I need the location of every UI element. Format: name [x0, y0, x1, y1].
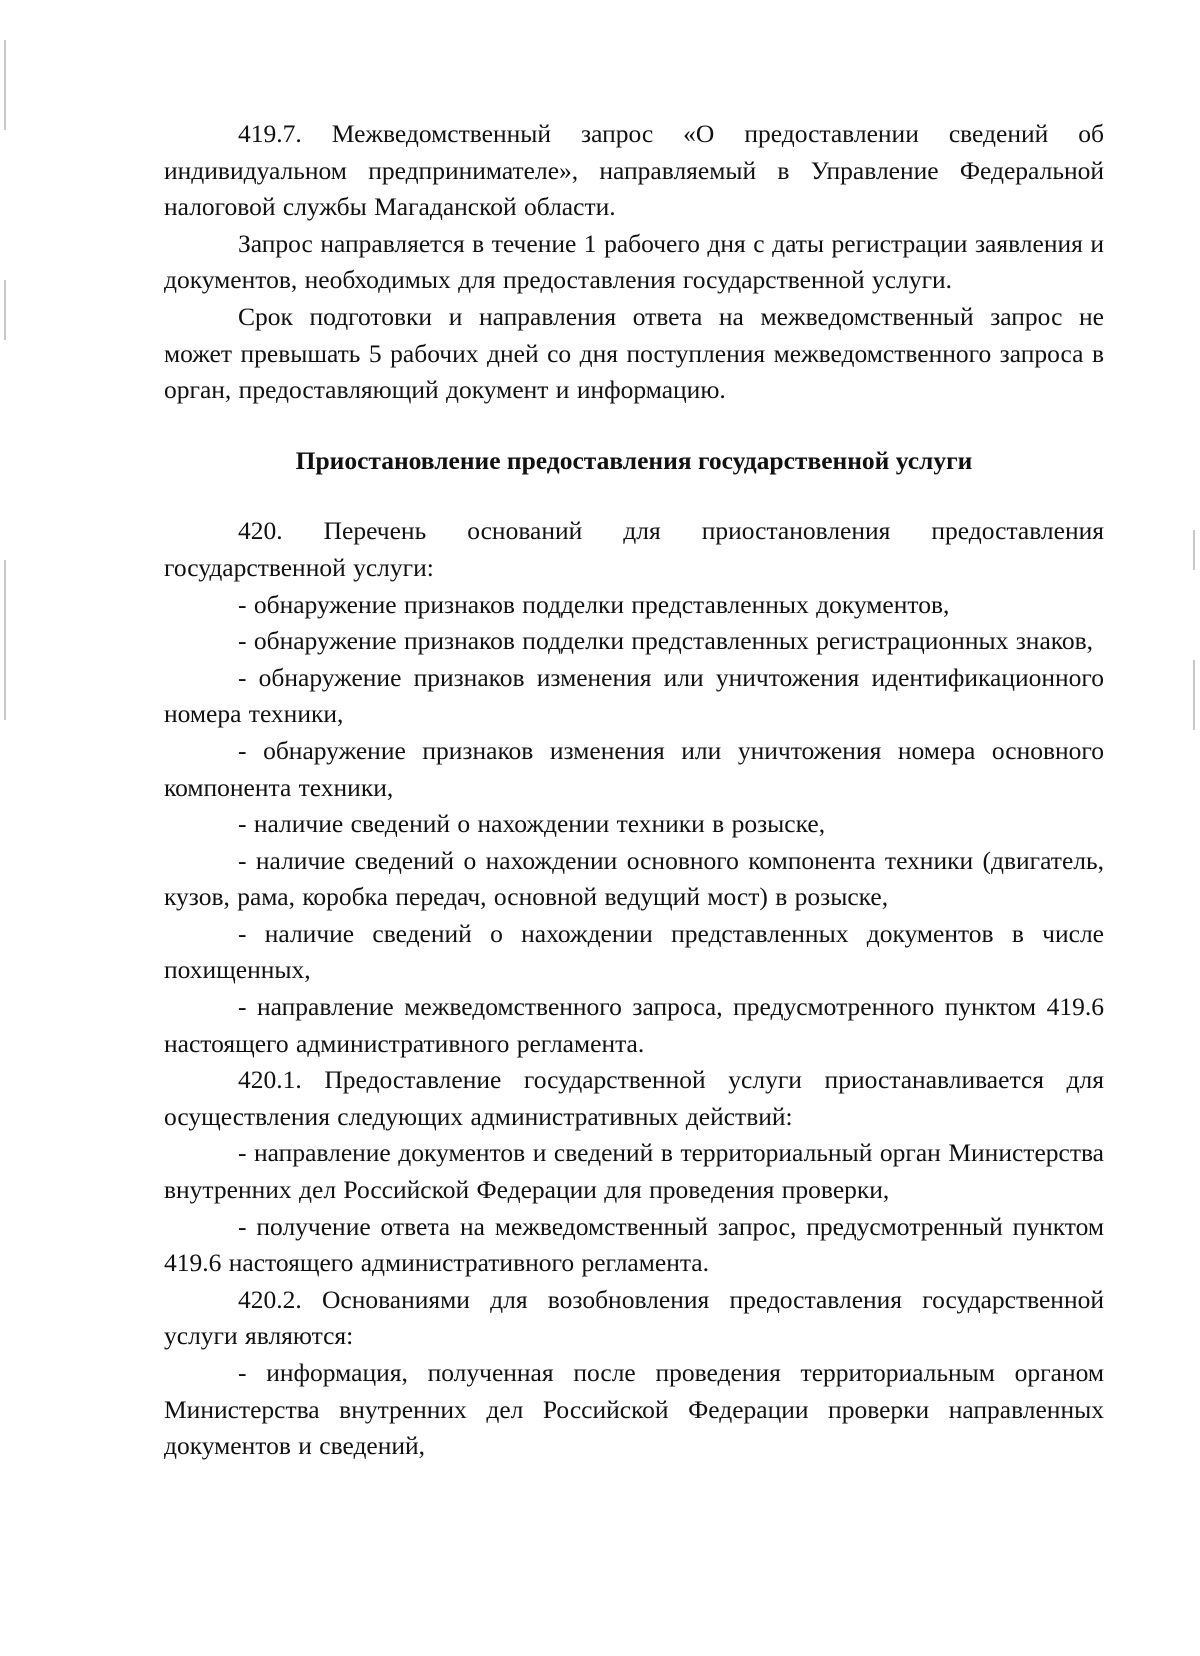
paragraph-420-2: 420.2. Основаниями для возобновления предоставления государственной услуги являются: — [164, 1284, 1104, 1351]
scan-edge-mark — [4, 560, 6, 720]
list-item: - обнаружение признаков изменения или уничтожения номера основного компонента техники, — [164, 735, 1104, 802]
scan-edge-mark — [1193, 660, 1195, 730]
scan-edge-mark — [4, 280, 6, 340]
paragraph-420: 420. Перечень оснований для приостановления предоставления государственной услуги: — [164, 516, 1104, 582]
list-item: - получение ответа на межведомственный запрос, предусмотренный пунктом 419.6 настоящего административного регламента. — [164, 1211, 1104, 1278]
list-item: - наличие сведений о нахождении техники в розыске, — [238, 809, 826, 839]
paragraph-419-7: 419.7. Межведомственный запрос «О предоставлении сведений об индивидуальном предпринимателе», направляемый в Управление Федеральной налоговой службы Магаданской области. — [164, 119, 1104, 222]
list-item: - направление межведомственного запроса, предусмотренного пунктом 419.6 настоящего административного регламента. — [164, 992, 1104, 1058]
scan-edge-mark — [4, 40, 6, 130]
section-heading: Приостановление предоставления государственной услуги — [295, 445, 973, 475]
list-item: - наличие сведений о нахождении основного компонента техники (двигатель, кузов, рама, коробка передач, основной ведущий мост) в розыске, — [164, 845, 1104, 912]
list-item: - обнаружение признаков подделки представленных регистрационных знаков, — [238, 626, 1094, 656]
list-item: - направление документов и сведений в территориальный орган Министерства внутренних дел Российской Федерации для проведения проверки, — [164, 1138, 1104, 1205]
paragraph-response-deadline: Срок подготовки и направления ответа на межведомственный запрос не может превышать 5 рабочих дней со дня поступления межведомственного запроса в орган, предоставляющий документ и информацию. — [164, 301, 1104, 405]
list-item: - обнаружение признаков подделки представленных документов, — [238, 589, 950, 619]
list-item: - наличие сведений о нахождении представленных документов в числе похищенных, — [164, 918, 1104, 985]
document-body — [164, 116, 1104, 1465]
scan-edge-mark — [1193, 530, 1195, 570]
paragraph-420-1: 420.1. Предоставление государственной услуги приостанавливается для осуществления следующих административных действий: — [164, 1065, 1104, 1131]
paragraph-request-timing: Запрос направляется в течение 1 рабочего дня с даты регистрации заявления и документов, необходимых для предоставления государственной услуги. — [164, 228, 1104, 295]
list-item: - информация, полученная после проведения территориальным органом Министерства внутренних дел Российской Федерации проверки направленных документов и сведений, — [164, 1358, 1104, 1461]
list-item: - обнаружение признаков изменения или уничтожения идентификационного номера техники, — [164, 662, 1104, 729]
